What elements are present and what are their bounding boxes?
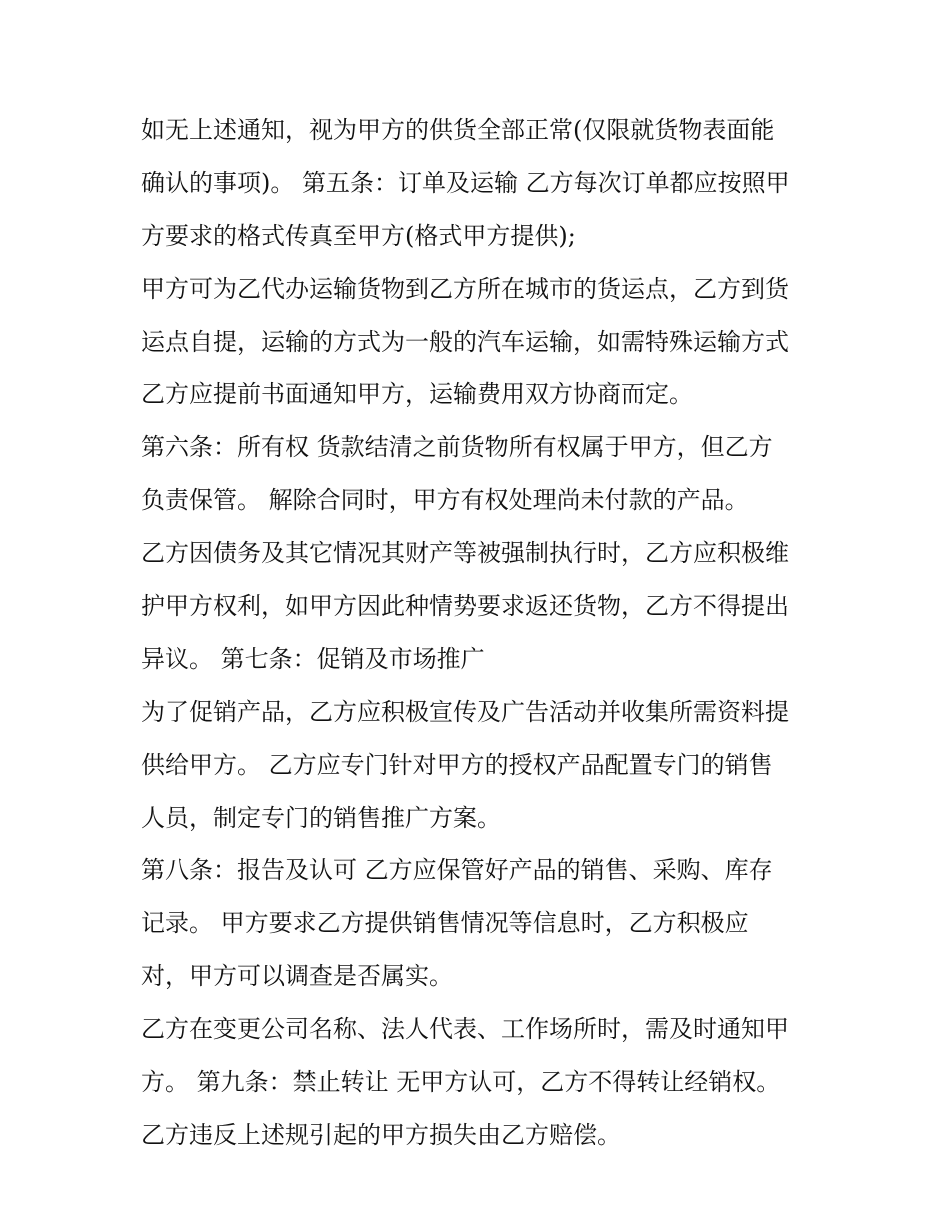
text-line: 运点自提，运输的方式为一般的汽车运输，如需特殊运输方式 — [141, 327, 789, 356]
text-line: 第六条：所有权 货款结清之前货物所有权属于甲方，但乙方 — [141, 433, 773, 462]
text-line: 负责保管。 解除合同时，甲方有权处理尚未付款的产品。 — [141, 486, 749, 515]
document-body — [141, 104, 821, 1162]
text-line: 人员，制定专门的销售推广方案。 — [141, 803, 501, 832]
text-line: 确认的事项)。 第五条：订单及运输 乙方每次订单都应按照甲 — [141, 168, 790, 197]
text-line: 乙方因债务及其它情况其财产等被强制执行时，乙方应积极维 — [141, 539, 789, 568]
text-line: 乙方在变更公司名称、法人代表、工作场所时，需及时通知甲 — [141, 1015, 789, 1044]
text-line: 异议。 第七条：促销及市场推广 — [141, 644, 485, 673]
text-line: 方要求的格式传真至甲方(格式甲方提供); — [141, 221, 576, 250]
text-line: 方。 第九条：禁止转让 无甲方认可，乙方不得转让经销权。 — [141, 1068, 781, 1097]
text-line: 记录。 甲方要求乙方提供销售情况等信息时，乙方积极应 — [141, 909, 749, 938]
text-line: 乙方违反上述规引起的甲方损失由乙方赔偿。 — [141, 1120, 621, 1149]
text-line: 为了促销产品，乙方应积极宣传及广告活动并收集所需资料提 — [141, 697, 789, 726]
text-line: 供给甲方。 乙方应专门针对甲方的授权产品配置专门的销售 — [141, 750, 773, 779]
text-line: 第八条：报告及认可 乙方应保管好产品的销售、采购、库存 — [141, 856, 773, 885]
text-line: 如无上述通知，视为甲方的供货全部正常(仅限就货物表面能 — [141, 116, 775, 144]
text-line: 对，甲方可以调查是否属实。 — [141, 962, 453, 991]
text-line: 甲方可为乙代办运输货物到乙方所在城市的货运点，乙方到货 — [141, 274, 789, 303]
text-line: 护甲方权利，如甲方因此种情势要求返还货物，乙方不得提出 — [141, 592, 789, 621]
text-line: 乙方应提前书面通知甲方，运输费用双方协商而定。 — [141, 380, 693, 409]
